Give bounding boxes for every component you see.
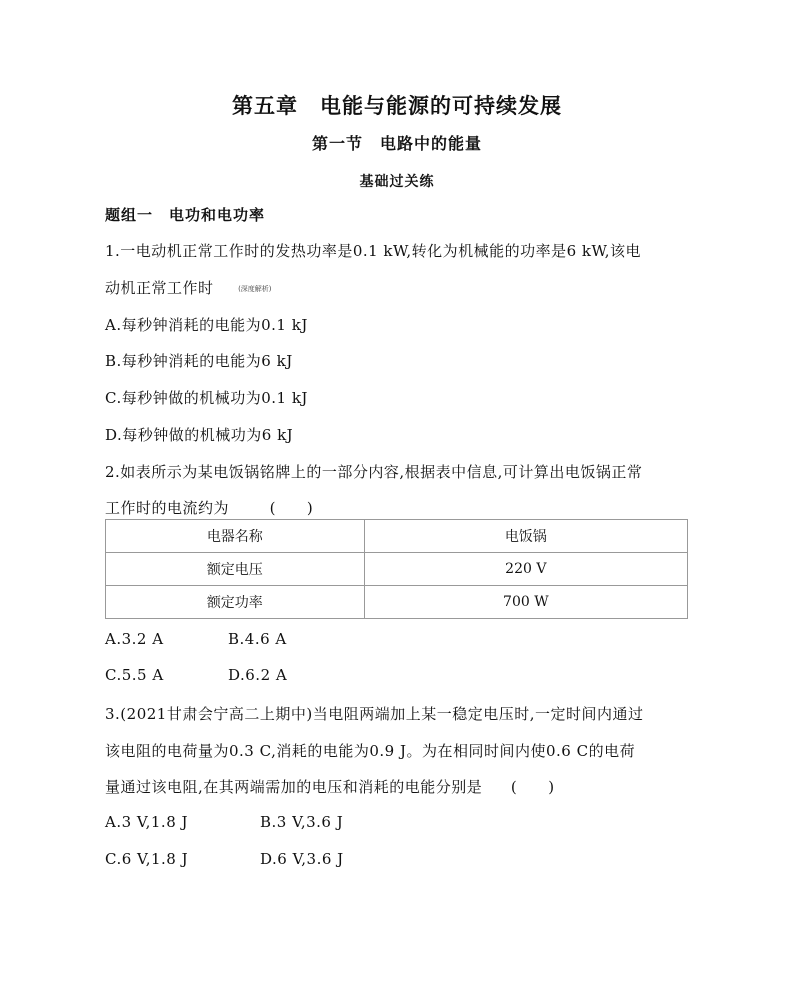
table-row xyxy=(106,553,688,586)
question-1-option-a: A.每秒钟消耗的电能为0.1 kJ xyxy=(105,316,308,334)
table-row xyxy=(106,520,688,553)
question-1-stem-line-1: 1.一电动机正常工作时的发热功率是0.1 kW,转化为机械能的功率是6 kW,该电 xyxy=(105,242,642,260)
chapter-title: 第五章 电能与能源的可持续发展 xyxy=(232,94,562,118)
question-2-option-a: A.3.2 A xyxy=(105,630,164,648)
exercise-title: 基础过关练 xyxy=(359,174,435,190)
table-cell: 额定功率 xyxy=(106,586,365,619)
rice-cooker-nameplate-table xyxy=(105,519,688,619)
table-cell: 额定电压 xyxy=(106,553,365,586)
question-group-title: 题组一 电功和电功率 xyxy=(105,206,266,224)
question-2-answer-blank: ( ) xyxy=(269,499,314,517)
question-1-stem-text: 动机正常工作时 xyxy=(105,279,214,297)
deep-analysis-tag: (深度解析) xyxy=(238,285,272,293)
question-3-option-c: C.6 V,1.8 J xyxy=(105,850,189,868)
question-1-option-b: B.每秒钟消耗的电能为6 kJ xyxy=(105,352,293,370)
question-2-option-c: C.5.5 A xyxy=(105,666,164,684)
question-2-stem-line-2 xyxy=(105,497,313,518)
section-title: 第一节 电路中的能量 xyxy=(311,134,482,153)
question-3-answer-blank: ( ) xyxy=(510,778,555,796)
question-1-stem-line-2 xyxy=(105,277,272,298)
table-cell: 700 W xyxy=(364,586,687,619)
table-header-cell: 电器名称 xyxy=(106,520,365,553)
question-2-stem-text: 工作时的电流约为 xyxy=(105,499,230,517)
question-1-option-d: D.每秒钟做的机械功为6 kJ xyxy=(105,426,294,444)
question-3-stem-line-2: 该电阻的电荷量为0.3 C,消耗的电能为0.9 J。为在相同时间内使0.6 C的电荷 xyxy=(105,742,636,760)
table-cell: 220 V xyxy=(364,553,687,586)
question-2-option-d: D.6.2 A xyxy=(228,666,288,684)
table-header-cell: 电饭锅 xyxy=(364,520,687,553)
question-1-option-c: C.每秒钟做的机械功为0.1 kJ xyxy=(105,389,308,407)
question-3-stem-line-3 xyxy=(105,776,555,797)
table-row xyxy=(106,586,688,619)
question-2-stem-line-1: 2.如表所示为某电饭锅铭牌上的一部分内容,根据表中信息,可计算出电饭锅正常 xyxy=(105,463,643,481)
question-3-stem-line-1: 3.(2021甘肃会宁高二上期中)当电阻两端加上某一稳定电压时,一定时间内通过 xyxy=(105,705,644,723)
question-2-option-b: B.4.6 A xyxy=(228,630,287,648)
question-3-option-b: B.3 V,3.6 J xyxy=(260,813,344,831)
question-3-option-d: D.6 V,3.6 J xyxy=(260,850,344,868)
question-3-stem-text: 量通过该电阻,在其两端需加的电压和消耗的电能分别是 xyxy=(105,778,483,796)
question-3-option-a: A.3 V,1.8 J xyxy=(105,813,189,831)
